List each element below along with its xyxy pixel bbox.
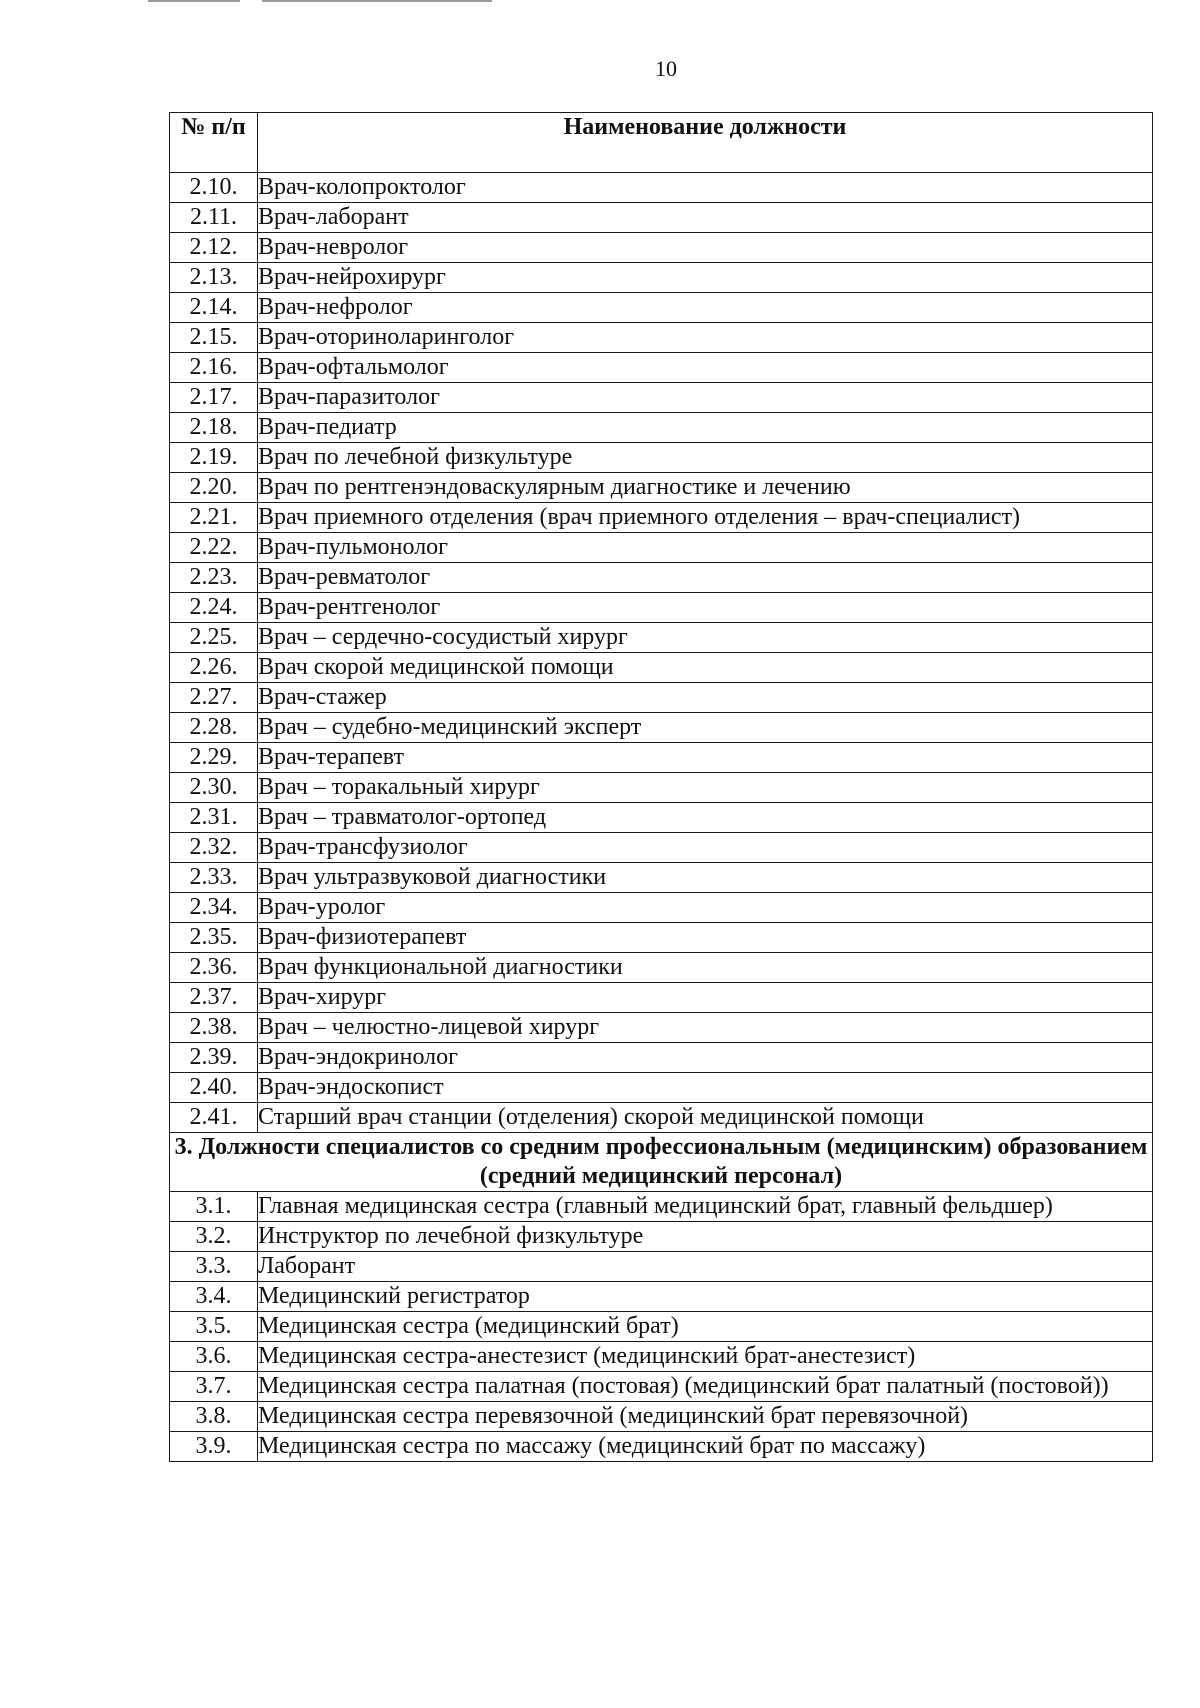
header-num: № п/п [170,113,258,173]
row-number: 2.35. [170,923,258,953]
table-row [170,1043,1153,1073]
table-row [170,1252,1153,1282]
row-number: 2.11. [170,203,258,233]
row-number: 2.21. [170,503,258,533]
row-number: 3.5. [170,1312,258,1342]
table-row [170,1013,1153,1043]
table-row [170,173,1153,203]
row-number: 2.26. [170,653,258,683]
row-number: 2.24. [170,593,258,623]
table-row [170,203,1153,233]
row-number: 2.41. [170,1103,258,1133]
row-number: 2.16. [170,353,258,383]
row-number: 2.28. [170,713,258,743]
table-row [170,563,1153,593]
row-number: 3.7. [170,1372,258,1402]
row-position-name: Главная медицинская сестра (главный медицинский брат, главный фельдшер) [258,1192,1153,1222]
row-number: 2.19. [170,443,258,473]
row-number: 2.14. [170,293,258,323]
table-row [170,1073,1153,1103]
table-row [170,773,1153,803]
table-row [170,413,1153,443]
table-row [170,953,1153,983]
row-number: 2.38. [170,1013,258,1043]
table-row [170,893,1153,923]
row-number: 2.25. [170,623,258,653]
page-number: 10 [655,56,677,81]
table-row [170,1432,1153,1462]
row-number: 2.27. [170,683,258,713]
row-position-name: Врач-паразитолог [258,383,1153,413]
table-row [170,803,1153,833]
table-row [170,233,1153,263]
row-number: 2.12. [170,233,258,263]
table-header-row [170,113,1153,173]
row-number: 2.22. [170,533,258,563]
table-row [170,293,1153,323]
row-position-name: Врач-педиатр [258,413,1153,443]
row-number: 2.23. [170,563,258,593]
table-row [170,863,1153,893]
row-position-name: Медицинская сестра перевязочной (медицинский брат перевязочной) [258,1402,1153,1432]
table-row [170,353,1153,383]
row-position-name: Врач функциональной диагностики [258,953,1153,983]
row-number: 3.2. [170,1222,258,1252]
row-position-name: Врач – травматолог-ортопед [258,803,1153,833]
table-row [170,1312,1153,1342]
table-row [170,983,1153,1013]
table-row [170,593,1153,623]
row-position-name: Врач-терапевт [258,743,1153,773]
row-number: 2.31. [170,803,258,833]
table-row [170,653,1153,683]
row-position-name: Врач-лаборант [258,203,1153,233]
row-position-name: Медицинский регистратор [258,1282,1153,1312]
row-position-name: Врач-уролог [258,893,1153,923]
section-3-row [170,1133,1153,1192]
row-position-name: Медицинская сестра-анестезист (медицинский брат-анестезист) [258,1342,1153,1372]
row-number: 3.1. [170,1192,258,1222]
row-position-name: Медицинская сестра по массажу (медицинский брат по массажу) [258,1432,1153,1462]
row-position-name: Лаборант [258,1252,1153,1282]
row-position-name: Врач – судебно-медицинский эксперт [258,713,1153,743]
row-position-name: Врач-офтальмолог [258,353,1153,383]
table-row [170,1342,1153,1372]
table-row [170,383,1153,413]
row-number: 2.13. [170,263,258,293]
row-number: 2.39. [170,1043,258,1073]
row-position-name: Врач-эндокринолог [258,1043,1153,1073]
row-number: 2.33. [170,863,258,893]
table-row [170,623,1153,653]
row-number: 2.36. [170,953,258,983]
row-position-name: Врач – челюстно-лицевой хирург [258,1013,1153,1043]
row-position-name: Медицинская сестра (медицинский брат) [258,1312,1153,1342]
table-row [170,1402,1153,1432]
part3-rows [170,1192,1153,1462]
row-position-name: Врач-ревматолог [258,563,1153,593]
row-number: 2.15. [170,323,258,353]
row-position-name: Врач-трансфузиолог [258,833,1153,863]
row-number: 2.40. [170,1073,258,1103]
table-row [170,1222,1153,1252]
row-position-name: Врач ультразвуковой диагностики [258,863,1153,893]
part2-rows [170,173,1153,1133]
positions-table [169,112,1153,1462]
row-position-name: Врач-нейрохирург [258,263,1153,293]
table-row [170,503,1153,533]
table-row [170,473,1153,503]
table-row [170,263,1153,293]
table-row [170,683,1153,713]
row-position-name: Врач – сердечно-сосудистый хирург [258,623,1153,653]
table-row [170,1282,1153,1312]
row-position-name: Старший врач станции (отделения) скорой медицинской помощи [258,1103,1153,1133]
row-number: 2.18. [170,413,258,443]
table-row [170,833,1153,863]
table-row [170,713,1153,743]
row-number: 2.37. [170,983,258,1013]
table-row [170,323,1153,353]
row-number: 2.10. [170,173,258,203]
table-row [170,1372,1153,1402]
row-position-name: Врач по рентгенэндоваскулярным диагностике и лечению [258,473,1153,503]
table-row [170,533,1153,563]
row-number: 3.8. [170,1402,258,1432]
row-number: 2.34. [170,893,258,923]
row-position-name: Врач скорой медицинской помощи [258,653,1153,683]
row-position-name: Врач-нефролог [258,293,1153,323]
row-position-name: Врач-стажер [258,683,1153,713]
table-row [170,1192,1153,1222]
table-row [170,743,1153,773]
scan-edge-line-right [262,0,492,2]
row-position-name: Врач приемного отделения (врач приемного отделения – врач-специалист) [258,503,1153,533]
row-number: 3.4. [170,1282,258,1312]
row-number: 2.32. [170,833,258,863]
row-position-name: Врач-рентгенолог [258,593,1153,623]
row-number: 2.20. [170,473,258,503]
row-position-name: Врач-колопроктолог [258,173,1153,203]
row-number: 3.6. [170,1342,258,1372]
row-number: 3.9. [170,1432,258,1462]
row-position-name: Врач по лечебной физкультуре [258,443,1153,473]
row-number: 3.3. [170,1252,258,1282]
scan-edge-line-left [148,0,240,2]
row-position-name: Врач-оториноларинголог [258,323,1153,353]
table-row [170,923,1153,953]
header-name: Наименование должности [258,113,1153,173]
section-3-title: 3. Должности специалистов со средним профессиональным (медицинским) образованием (средний медицинский персонал) [170,1133,1153,1192]
row-position-name: Врач-невролог [258,233,1153,263]
row-position-name: Врач-физиотерапевт [258,923,1153,953]
row-position-name: Врач-хирург [258,983,1153,1013]
row-number: 2.17. [170,383,258,413]
row-position-name: Инструктор по лечебной физкультуре [258,1222,1153,1252]
row-number: 2.30. [170,773,258,803]
row-position-name: Врач-эндоскопист [258,1073,1153,1103]
row-position-name: Врач-пульмонолог [258,533,1153,563]
table-row [170,1103,1153,1133]
row-number: 2.29. [170,743,258,773]
row-position-name: Медицинская сестра палатная (постовая) (медицинский брат палатный (постовой)) [258,1372,1153,1402]
table-row [170,443,1153,473]
row-position-name: Врач – торакальный хирург [258,773,1153,803]
